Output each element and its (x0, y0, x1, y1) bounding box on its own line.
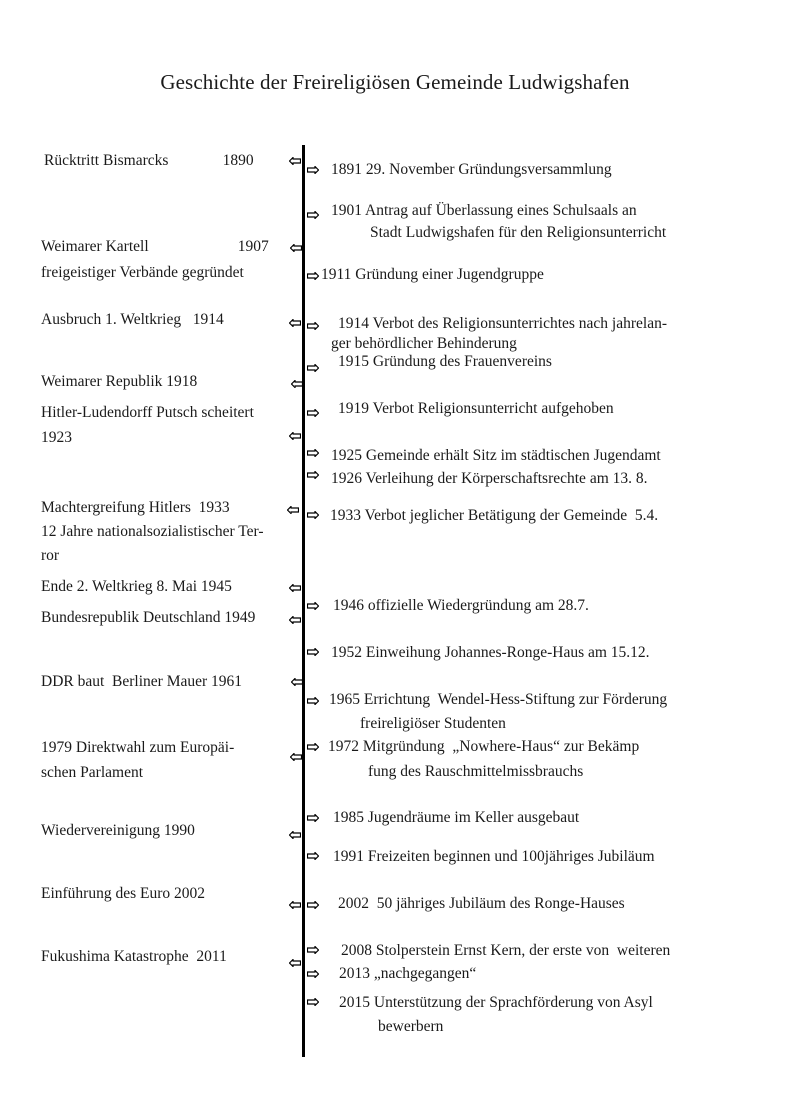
right-outline-arrow-icon (307, 166, 319, 174)
right-outline-arrow-icon (307, 970, 319, 978)
community-event-text: ger behördlicher Behinderung (331, 335, 517, 352)
right-outline-arrow-icon (307, 697, 319, 705)
left-outline-arrow-icon (291, 380, 303, 388)
right-outline-arrow-icon (307, 471, 319, 479)
community-event-text: freireligiöser Studenten (360, 715, 506, 732)
community-event-text: 1985 Jugendräume im Keller ausgebaut (333, 809, 580, 826)
community-event-text: 1914 Verbot des Religionsunterrichtes nach jahrelan- (338, 315, 667, 332)
community-event-text: 1919 Verbot Religionsunterricht aufgehoben (338, 400, 614, 417)
world-event-text: freigeistiger Verbände gegründet (41, 264, 244, 281)
world-event-text: Weimarer Republik 1918 (41, 373, 198, 390)
left-outline-arrow-icon (289, 584, 301, 592)
left-outline-arrow-icon (289, 157, 301, 165)
community-event-text: 2002 50 jähriges Jubiläum des Ronge-Hauses (338, 895, 625, 912)
left-outline-arrow-icon (289, 831, 301, 839)
community-event-text: 1933 Verbot jeglicher Betätigung der Gemeinde 5.4. (330, 507, 659, 524)
right-outline-arrow-icon (307, 946, 319, 954)
community-event-text: bewerbern (378, 1018, 444, 1035)
right-outline-arrow-icon (307, 901, 319, 909)
world-event-text: Ende 2. Weltkrieg 8. Mai 1945 (41, 578, 232, 595)
right-outline-arrow-icon (307, 272, 319, 280)
community-event-text: fung des Rauschmittelmissbrauchs (368, 763, 584, 780)
right-outline-arrow-icon (307, 852, 319, 860)
community-event-text: 2015 Unterstützung der Sprachförderung von Asyl (339, 994, 653, 1011)
left-outline-arrow-icon (289, 432, 301, 440)
world-event-text: Machtergreifung Hitlers 1933 (41, 499, 230, 516)
left-outline-arrow-icon (289, 959, 301, 967)
world-event-text: Ausbruch 1. Weltkrieg 1914 (41, 311, 224, 328)
right-outline-arrow-icon (307, 743, 319, 751)
world-event-text: Hitler-Ludendorff Putsch scheitert (41, 404, 254, 421)
community-event-text: 1901 Antrag auf Überlassung eines Schulsaals an (331, 202, 637, 219)
community-event-text: 2013 „nachgegangen“ (339, 965, 477, 982)
world-event-text: Bundesrepublik Deutschland 1949 (41, 609, 256, 626)
world-event-text: DDR baut Berliner Mauer 1961 (41, 673, 243, 690)
left-outline-arrow-icon (287, 506, 299, 514)
world-event-text: Rücktritt Bismarcks 1890 (44, 152, 254, 169)
left-outline-arrow-icon (289, 319, 301, 327)
world-event-text: 12 Jahre nationalsozialistischer Ter- (41, 523, 264, 540)
community-event-text: 1965 Errichtung Wendel-Hess-Stiftung zur Förderung (329, 691, 668, 708)
right-outline-arrow-icon (307, 449, 319, 457)
world-event-text: ror (41, 547, 60, 564)
right-outline-arrow-icon (307, 364, 319, 372)
community-event-text: Stadt Ludwigshafen für den Religionsunterricht (370, 224, 667, 241)
community-event-text: 1991 Freizeiten beginnen und 100jähriges Jubiläum (333, 848, 655, 865)
community-event-text: 1952 Einweihung Johannes-Ronge-Haus am 15.12. (331, 644, 650, 661)
world-event-text: 1979 Direktwahl zum Europäi- (41, 739, 235, 756)
timeline-axis (302, 145, 305, 1057)
left-outline-arrow-icon (289, 901, 301, 909)
right-outline-arrow-icon (307, 409, 319, 417)
world-event-text: schen Parlament (41, 764, 144, 781)
left-outline-arrow-icon (289, 616, 301, 624)
world-event-text: Einführung des Euro 2002 (41, 885, 206, 902)
community-event-text: 2008 Stolperstein Ernst Kern, der erste von weiteren (341, 942, 671, 959)
left-outline-arrow-icon (290, 244, 302, 252)
community-event-text: 1911 Gründung einer Jugendgruppe (321, 266, 544, 283)
community-event-text: 1926 Verleihung der Körperschaftsrechte am 13. 8. (331, 470, 648, 487)
right-outline-arrow-icon (307, 814, 319, 822)
community-event-text: 1972 Mitgründung „Nowhere-Haus“ zur Bekämp (328, 738, 640, 755)
right-outline-arrow-icon (307, 998, 319, 1006)
world-event-text: Fukushima Katastrophe 2011 (41, 948, 227, 965)
community-event-text: 1925 Gemeinde erhält Sitz im städtischen Jugendamt (331, 447, 661, 464)
right-outline-arrow-icon (307, 511, 319, 519)
right-outline-arrow-icon (307, 648, 319, 656)
community-event-text: 1891 29. November Gründungsversammlung (331, 161, 612, 178)
left-outline-arrow-icon (290, 753, 302, 761)
world-event-text: 1923 (41, 429, 72, 446)
community-event-text: 1915 Gründung des Frauenvereins (338, 353, 552, 370)
left-outline-arrow-icon (291, 678, 303, 686)
world-event-text: Wiedervereinigung 1990 (41, 822, 195, 839)
page-title: Geschichte der Freireligiösen Gemeinde Ludwigshafen (160, 70, 630, 94)
right-outline-arrow-icon (307, 211, 319, 219)
right-outline-arrow-icon (307, 602, 319, 610)
right-outline-arrow-icon (307, 322, 319, 330)
community-event-text: 1946 offizielle Wiedergründung am 28.7. (333, 597, 589, 614)
world-event-text: Weimarer Kartell 1907 (41, 238, 269, 255)
